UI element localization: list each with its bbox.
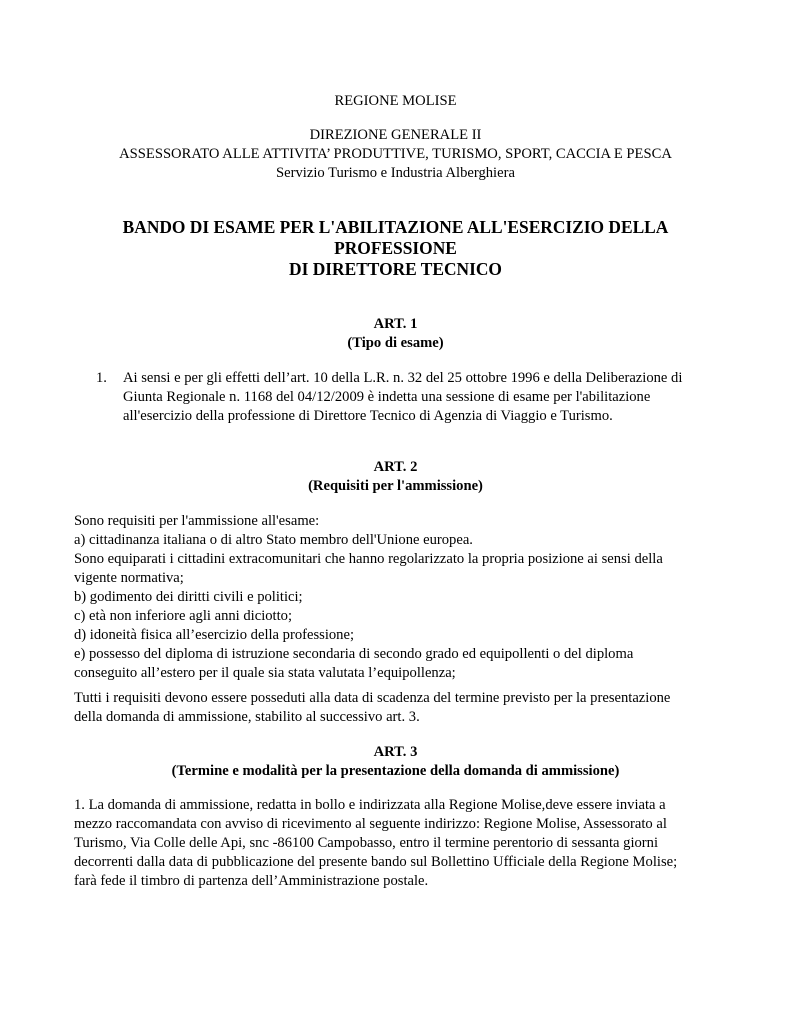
art2-line: c) età non inferiore agli anni diciotto; bbox=[74, 608, 293, 624]
art3-line: farà fede il timbro di partenza dell’Amministrazione postale. bbox=[74, 873, 429, 889]
art2-requirements bbox=[74, 512, 719, 683]
art2-line: conseguito all’estero per il quale sia stata valutata l’equipollenza; bbox=[74, 665, 456, 681]
art1-item-number: 1. bbox=[96, 370, 107, 386]
service-name: Servizio Turismo e Industria Alberghiera bbox=[276, 165, 515, 181]
art1-line: Ai sensi e per gli effetti dell’art. 10 della L.R. n. 32 del 25 ottobre 1996 e della Deliberazione di bbox=[123, 370, 683, 386]
art1-item-text bbox=[123, 369, 724, 426]
direction-name: DIREZIONE GENERALE II bbox=[309, 127, 482, 143]
department-name: ASSESSORATO ALLE ATTIVITA’ PRODUTTIVE, TURISMO, SPORT, CACCIA E PESCA bbox=[119, 146, 672, 162]
art2-closing-line: della domanda di ammissione, stabilito al successivo art. 3. bbox=[74, 709, 420, 725]
art2-line: Sono equiparati i cittadini extracomunitari che hanno regolarizzato la propria posizione ai sensi della bbox=[74, 551, 663, 567]
art3-line: 1. La domanda di ammissione, redatta in bollo e indirizzata alla Regione Molise,deve essere inviata a bbox=[74, 797, 666, 813]
region-name: REGIONE MOLISE bbox=[334, 93, 457, 109]
art2-closing bbox=[74, 689, 719, 727]
art2-line: vigente normativa; bbox=[74, 570, 184, 586]
art3-line: decorrenti dalla data di pubblicazione del presente bando sul Bollettino Ufficiale della Regione Molise; bbox=[74, 854, 678, 870]
document-title-line-2: PROFESSIONE bbox=[334, 238, 457, 258]
art2-line: a) cittadinanza italiana o di altro Stato membro dell'Unione europea. bbox=[74, 532, 473, 548]
art1-subheading: (Tipo di esame) bbox=[347, 335, 444, 351]
art3-subheading: (Termine e modalità per la presentazione della domanda di ammissione) bbox=[171, 763, 620, 779]
art3-line: Turismo, Via Colle delle Api, snc -86100 Campobasso, entro il termine perentorio di sessanta giorni bbox=[74, 835, 659, 851]
art1-line: all'esercizio della professione di Direttore Tecnico di Agenzia di Viaggio e Turismo. bbox=[123, 408, 613, 424]
art1-heading: ART. 1 bbox=[373, 316, 418, 332]
art2-line: d) idoneità fisica all’esercizio della professione; bbox=[74, 627, 355, 643]
art2-line: e) possesso del diploma di istruzione secondaria di secondo grado ed equipollenti o del diploma bbox=[74, 646, 634, 662]
art2-subheading: (Requisiti per l'ammissione) bbox=[308, 478, 483, 494]
art3-heading: ART. 3 bbox=[373, 744, 418, 760]
art2-closing-line: Tutti i requisiti devono essere posseduti alla data di scadenza del termine previsto per la presentazione bbox=[74, 690, 671, 706]
art2-heading: ART. 2 bbox=[373, 459, 418, 475]
art3-line: mezzo raccomandata con avviso di ricevimento al seguente indirizzo: Regione Molise, Assessorato al bbox=[74, 816, 667, 832]
art2-line: b) godimento dei diritti civili e politici; bbox=[74, 589, 303, 605]
art1-line: Giunta Regionale n. 1168 del 04/12/2009 è indetta una sessione di esame per l'abilitazione bbox=[123, 389, 651, 405]
document-title-line-3: DI DIRETTORE TECNICO bbox=[289, 259, 502, 279]
art3-paragraph bbox=[74, 796, 719, 891]
document-title-line-1: BANDO DI ESAME PER L'ABILITAZIONE ALL'ESERCIZIO DELLA bbox=[122, 217, 669, 237]
art2-line: Sono requisiti per l'ammissione all'esame: bbox=[74, 513, 320, 529]
